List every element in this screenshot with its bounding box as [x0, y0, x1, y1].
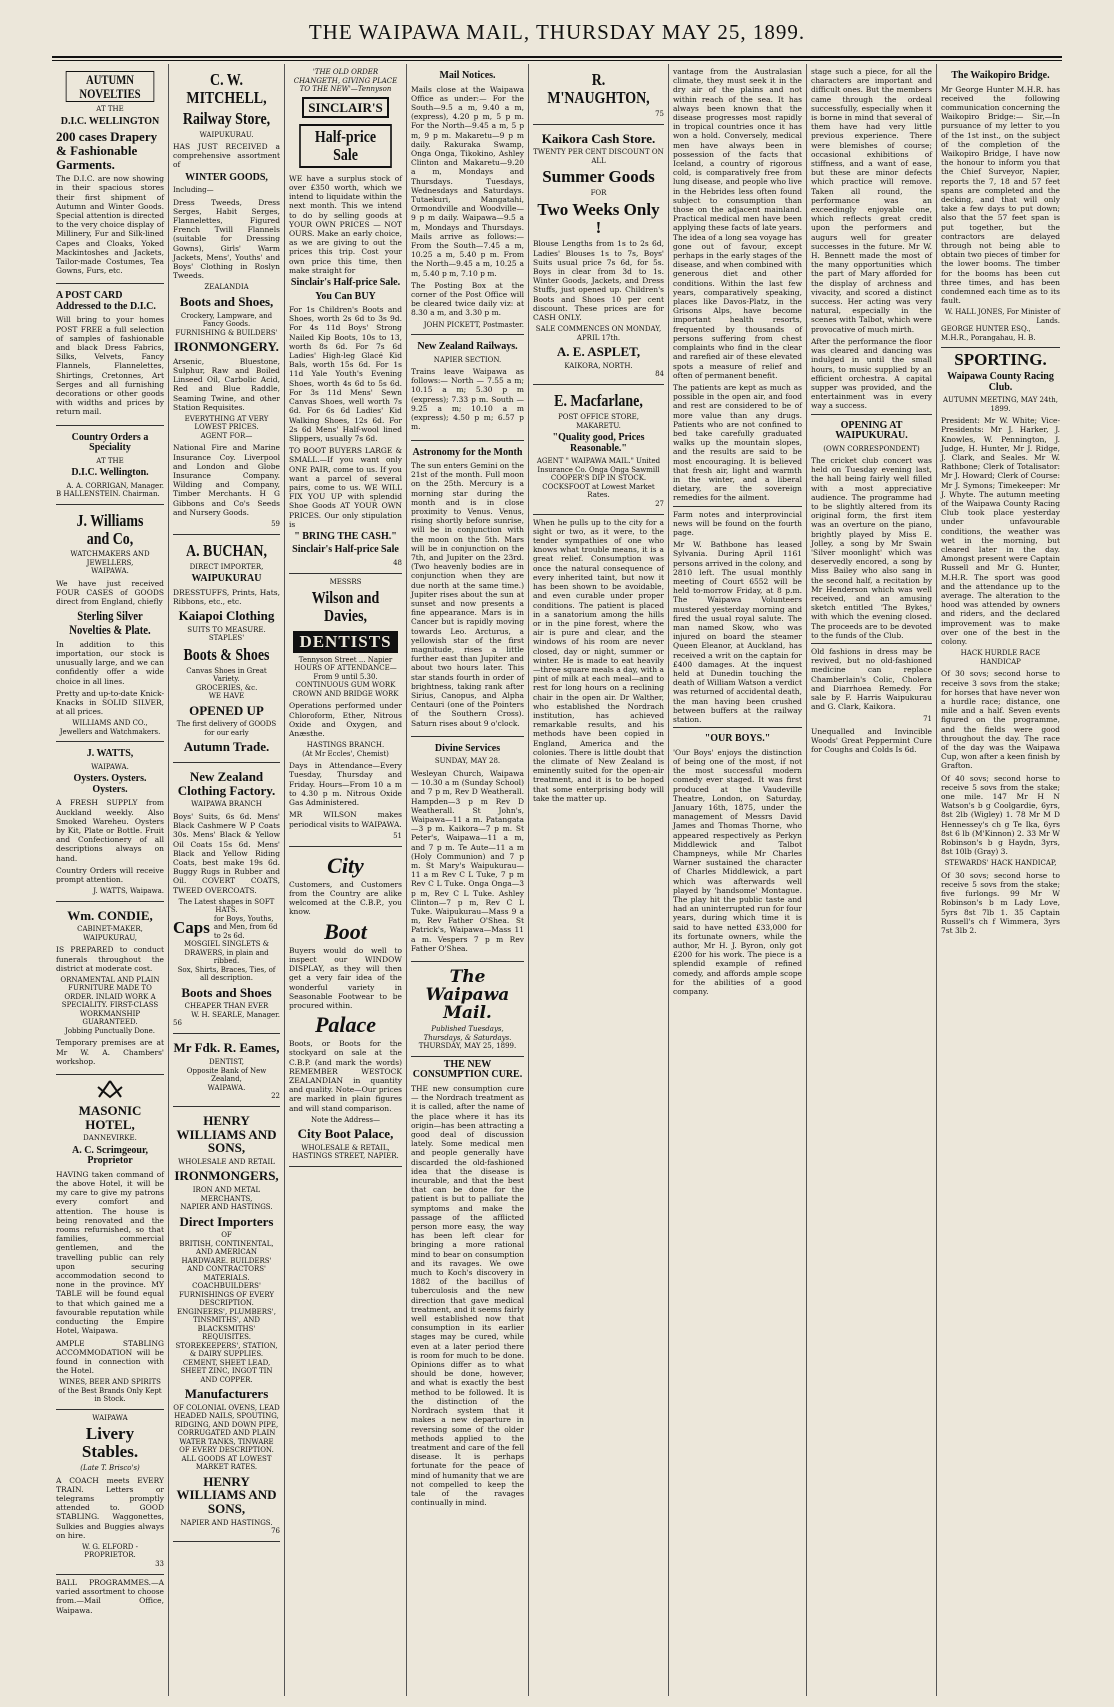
headline: SPORTING. [954, 350, 1047, 370]
headline: J. Williams and Co, [76, 510, 144, 548]
headline: Boots & Shoes [183, 644, 270, 664]
ad-livery-stables [56, 1410, 164, 1575]
body-text: Operations performed under Chloroform, Ether, Nitrous Oxide and Oxygen, and Anæsthe. [289, 701, 402, 739]
label: Tennyson Street ... Napier [298, 655, 393, 664]
body-text: A FRESH SUPPLY from Auckland weekly. Also Smoked Wareheu. Oysters by Kit, Plate or Bottle. Fruit and Confectionery of all descriptions always on hand. [56, 798, 164, 863]
ad-number: 75 [655, 109, 664, 118]
article-sporting [941, 351, 1060, 935]
label: DIRECT IMPORTER, [189, 562, 264, 571]
label: (Late T. Brisco's) [80, 1464, 140, 1472]
headline: A. BUCHAN, [186, 541, 267, 561]
headline: C. W. MITCHELL, [186, 70, 267, 107]
body-text: HAS JUST RECEIVED a comprehensive assortment of [173, 142, 280, 170]
headline: Direct Importers [179, 1213, 274, 1229]
label: OF [221, 1231, 232, 1240]
body-text: Arsenic, Bluestone, Sulphur, Raw and Boiled Linseed Oil, Carbolic Acid, Red and Blue Raddle, Seaming Twine, and other Station Requisites. [173, 356, 280, 412]
headline: Mr Fdk. R. Eames, [173, 1040, 280, 1056]
body-text: The D.I.C. are now showing in their spacious stores their first shipment of Autumn and Winter Goods. Special attention is directed to the very choice display of Millinery, Fur and Silk-lined Capes and Cloaks, Yoked Mackintoshes and Jackets, Tailor-made Costumes, Tea Gowns, Furs, etc. [56, 174, 164, 276]
headline: OPENED UP [189, 702, 264, 718]
headline: Livery Stables. [81, 1424, 139, 1462]
headline: Sinclair's Half-price Sale. [290, 277, 401, 289]
headline: Wm. CONDIE, [67, 907, 153, 923]
headline-boxed: Half-price Sale [299, 124, 392, 168]
headline: Divine Services [434, 742, 501, 754]
signature: JOHN PICKETT, Postmaster. [423, 320, 524, 329]
body-text: Mr George Hunter M.H.R. has received the following communication concerning the Waikopiro Bridge:— Sir,—In pursuance of my letter to you of the 1st inst., on the subject of the completion of the Waikopiro Bridge, I have now the honour to inform you that the Chief Surveyor, Napier, reports the 7, 18 and 57 feet spans are completed and the decking, and that will only take a few days to put down; also that the 57 feet span is put together, but the contractors are delayed through not being able to obtain two pieces of timber for the lower booms. The timber for the booms has been cut three times, and has been condemned each time as to its fault. [941, 84, 1060, 306]
headline: A. E. ASPLET, [556, 344, 641, 360]
ad-number: 76 [271, 1527, 280, 1536]
divine-services [411, 737, 524, 962]
headline-boxed: SINCLAIR'S [302, 97, 388, 119]
masthead-rule [52, 56, 1062, 58]
label: WAIPUKURAU. [199, 130, 254, 139]
body-text: WINES, BEER AND SPIRITS of the Best Brands Only Kept in Stock. [58, 1378, 162, 1404]
signature: B HALLENSTEIN. Chairman. [56, 490, 160, 499]
body-text: AGENT " WAIPAWA MAIL." United Insurance Co. Onga Onga Sawmill [536, 457, 661, 474]
body-text: ORNAMENTAL AND PLAIN FURNITURE MADE TO ORDER. INLAID WORK A SPECIALITY. FIRST-CLASS WORKMANSHIP GUARANTEED. [60, 975, 160, 1027]
body-text: National Fire and Marine Insurance Coy. Liverpool and London and Globe Insurance Company. Wilding and Company, Timber Merchants. H G Gibbons and Co's Seeds and Nursery Goods. [173, 443, 280, 517]
body-text: For 1s Children's Boots and Shoes, worth 2s 6d to 3s 9d. For 4s 11d Boys' Strong Nailed Kip Boots, 10s to 13, worth 8s 6d. For 7s 6d Ladies' High-leg Glacé Kid Bals, worth 15s 6d. For 1s 11d Yale Youth's Evening Shoes, worth 4s 6d to 5s 6d. For 3s 11d Mens' Sewn Canvas Shoes, well worth 7s 6d. For 6s 6d Ladies' Kid Walking Shoes, 12s 6d. For 2s 6d Mens' Half-wool lined Slippers, usually 7s 6d. [289, 305, 402, 443]
masthead-rule-thin [52, 60, 1062, 61]
label: (At Mr Eccles', Chemist) [302, 749, 389, 758]
ad-number: 33 [155, 1559, 164, 1568]
masthead-title: THE WAIPAWA MAIL, THURSDAY MAY 25, 1899. [308, 20, 806, 44]
body-text: Dress Tweeds, Dress Serges, Habit Serges, Flannelettes, Figured French Twill Flannels (suitable for Dressing Gowns), Girls' Warm Jackets, Mens', Youths' and Boys' Clothing in Roslyn Tweeds. [173, 197, 280, 281]
ad-nz-clothing-factory [173, 763, 280, 1034]
headline: Summer Goods [542, 167, 655, 187]
body-text: CONTINUOUS GUM WORK CROWN AND BRIDGE WORK [292, 681, 399, 698]
label: AT THE [96, 456, 124, 465]
body-text: Sox, Shirts, Braces, Ties, of all description. [177, 965, 276, 983]
headline: Two Weeks Only ! [537, 199, 660, 237]
headline: Kaikora Cash Store. [541, 130, 656, 146]
headline: D.I.C. WELLINGTON [60, 115, 160, 127]
body-text: Country Orders will receive prompt attention. [56, 865, 164, 884]
ad-number: 59 [271, 520, 280, 529]
column-5 [528, 64, 668, 1696]
ad-number: 56 [173, 1019, 182, 1028]
body-text: EVERYTHING AT VERY LOWEST PRICES. [184, 414, 269, 432]
headline: City [327, 852, 364, 878]
label: STEWARDS' HACK HANDICAP, [944, 859, 1057, 868]
body-text: Boys' Suits, 6s 6d. Mens' Black Cashmere W P Coats 30s. Mens' Black & Yellow Oil Coats 15s 6d. Mens' Black and Yellow Riding Coats, best make 19s 6d. Buggy Rugs in Rubber and Oil. COVERT COATS, TWEED OVERCOATS. [173, 811, 280, 895]
body-text: Of 40 sovs; second horse to receive 5 sovs from the stake; one mile. 147 Mr H N Watson's b g Coolgardie, 6yrs, 8st 2lb (Wigley) 1. 78 Mr M D Hennessey's ch g Te Ika, 6yrs 8st 6 lb (M'Kinnon) 2. 33 Mr W Robinson's b g Haydn, 3yrs, 8st 10lb (Gray) 3. [941, 773, 1060, 857]
headline: OPENING AT WAIPUKURAU. [835, 419, 908, 442]
label: WHOLESALE & RETAIL, [301, 1143, 390, 1152]
ad-williams-jewellers [56, 505, 164, 743]
body-text: MOSGIEL SINGLETS & DRAWERS, in plain and ribbed. [184, 940, 269, 966]
body-text: Jobbing Punctually Done. [65, 1026, 155, 1035]
body-text: Trains leave Waipawa as follows:— North — 7.55 a m; 10.15 a m; 5.30 p m (express); 7.33 p m. South — 9.25 a m; 10.10 a m (express); 4.50 p m; 6.57 p m. [411, 367, 524, 432]
body-text: Canvas Shoes in Great Variety. [186, 666, 267, 684]
headline: Autumn Trade. [183, 739, 270, 755]
article-waipukurau [811, 414, 932, 641]
article-consumption-cure-continued: When he pulls up to the city for a sight or two, as it were, to the tender sympathies of one who knows what trouble means, it is a great relief. Consumption was once the natural consequence of every inherited taint, but now it has been shown to be avoidable, and even curable under proper conditions. The patient is placed in a sanatorium among the hills or in the pine forest, where the air is pure and clear, and the windows of his room are never closed, day or night, summer or winter. He is made to eat heavily—three square meals a day, with a pint of milk at each meal—and to rest for long hours on a reclining chair in the open air. Dr Walther, who established the Nordrach institution, has achieved remarkable results, and his methods have been copied in England, America and the colonies. There is little doubt that the climate of New Zealand is eminently suited for the open-air treatment, and it is to be hoped that some enterprising body will take the matter up. [533, 517, 664, 803]
article-waikopiro-bridge [941, 64, 1060, 348]
ad-condie-cabinet [56, 902, 164, 1075]
ad-dic-autumn [56, 64, 164, 284]
body-text: HOURS OF ATTENDANCE— From 9 until 5.30. [294, 664, 397, 681]
headline: Manufacturers [184, 1386, 269, 1402]
ad-mnaughton [533, 64, 664, 125]
body-text: AMPLE STABLING ACCOMMODATION will be found in connection with the Hotel. [56, 1338, 164, 1376]
body-text: COCKSFOOT at Lowest Market Rates. [542, 482, 655, 500]
quote: 'THE OLD ORDER CHANGETH, GIVING PLACE TO THE NEW'—Tennyson [293, 68, 398, 93]
column-4 [406, 64, 528, 1696]
railways-notice [411, 335, 524, 440]
body-text: In addition to this importation, our stock is unusually large, and we can confidently offer a wide choice in all lines. [56, 639, 164, 686]
body-text: The first delivery of GOODS for our early [176, 720, 277, 737]
label: NAPIER AND HASTINGS. [180, 1203, 273, 1212]
masthead [0, 0, 1114, 58]
body-text: IS PREPARED to conduct funerals throughout the district at moderate cost. [56, 945, 164, 973]
body-text: WE have a surplus stock of over £350 worth, which we intend to liquidate within the next month. This we intend to do by selling goods at YOUR OWN PRICES — NOT OURS. Make an early choice, as we are giving to out the prices this trip. Cost your own price this time, then make straight for [289, 173, 402, 275]
ad-woods-peppermint: Unequalled and Invincible Woods' Great Peppermint Cure for Coughs and Colds Is 6d. [811, 726, 932, 754]
ad-number: 51 [393, 831, 402, 840]
label: Including— [173, 186, 214, 195]
label: WAIPAWA. [207, 1083, 246, 1092]
headline: IRONMONGERY. [174, 339, 279, 355]
body-text: HAVING taken command of the above Hotel, it will be my care to give my patrons every comfort and attention. The house is being renovated and the rooms refurnished, so that families, commercial gentlemen, and the travelling public can rely upon securing accommodation second to none in the province. MY TABLE will be found equal to that which gained me a favourable reputation while conducting the Empire Hotel, Waipawa. [56, 1169, 164, 1336]
ad-henry-williams [173, 1107, 280, 1542]
label: NAPIER AND HASTINGS. [180, 1518, 273, 1527]
signature: A. A. CORRIGAN, Manager. [66, 481, 164, 490]
article-our-boys-continued: stage such a piece, for all the characters are important and difficult ones. But the members came through the ordeal successfully, especially when it is borne in mind that several of them have had very little previous experience. There were blemishes of course; occasional exhibitions of stiffness, and a want of ease, but these are minor defects which practice will remove. Taken all round, the performance was an exceedingly enjoyable one, which reflects great credit upon the performers and augurs well for greater successes in the future. Mr W. H. Bennett made the most of the many opportunities which the part of Mary afforded for the display of archness and vivacity, and scored a distinct success. Her acting was very natural, especially in the scenes with Talbot, which were provocative of much mirth. [811, 67, 932, 334]
ad-wilson-davies [289, 574, 402, 847]
ad-masonic-hotel [56, 1075, 164, 1410]
label: WAIPAWA [92, 1413, 128, 1422]
farm-notes: Farm notes and interprovincial news will be found on the fourth page. [673, 506, 802, 538]
label: WATCHMAKERS AND JEWELLERS, [70, 550, 150, 567]
label: ZEALANDIA [204, 283, 249, 292]
label: CHEAPER THAN EVER [184, 1002, 269, 1011]
body-text: Pretty and up-to-date Knick-Knacks in SOLID SILVER, at all prices. [56, 688, 164, 717]
body-text: Days in Attendance—Every Tuesday, Thursday and Friday. Hours—From 10 a m to 4.30 p m. Nitrous Oxide Gas Administered. [289, 761, 402, 808]
column-3 [284, 64, 406, 1696]
body-text: ALL GOODS AT LOWEST MARKET RATES. [181, 1454, 272, 1472]
label: Note the Address— [311, 1115, 380, 1124]
headline: Palace [314, 1012, 377, 1038]
local-news: Mr W. Bathbone has leased Sylvania. During April 1161 persons arrived in the colony, and 2810 left. The usual monthly meeting of Court 6552 will be held to-morrow Friday, at 8 p.m. The Waipawa Volunteers mustered yesterday morning and fired the usual royal salute. The man named Skow, who was injured on board the steamer Queen Eleanor, at Auckland, has received a writ on the captain for £400 damages. At the inquest held at Dunedin touching the death of William Watson a verdict was returned of accidental death, the man having been crushed between buffers at the railway station. [673, 540, 803, 725]
label: HACK HURDLE RACE HANDICAP [960, 649, 1041, 666]
headline: Railway Store, [182, 108, 271, 128]
body-text: Temporary premises are at Mr W. A. Chambers' workshop. [56, 1038, 164, 1066]
ad-watts-oysters [56, 742, 164, 901]
headline: E. Macfarlane, [554, 391, 643, 411]
body-text: Customers, and Customers from the Country are alike welcomed at the C.B.P., you know. [289, 879, 402, 917]
label: Opposite Bank of New Zealand, [186, 1066, 267, 1083]
headline: J. WATTS, [86, 748, 134, 760]
article-consumption-continued: vantage from the Australasian climate, they must seek it in the dry air of the plains and not within reach of the sea. It has always been known that the disease progresses most rapidly in tropical countries once it has won a hold. Conversely, medical men have always been in possession of the facts that Iceland, a country of rigorous cold, is comparatively free from lung disease, and people who live in the Hebrides less often found subject to consumption than those on the adjacent mainland. Practical medical men have been applying these facts of late years. The idea of a long sea voyage has gone out of favour, except perhaps in the early stages of the disease, and when combined with generous diet and other conditions. Within the last few years, comparatively speaking, places like Davos-Platz, in the Grisons Alps, have become important health resorts, frequented by thousands of persons suffering from chest complaints who find in the clear and rarefied air of these elevated spots a measure of relief and often of permanent benefit. [673, 67, 802, 380]
ad-city-boot-palace [289, 847, 402, 1167]
label: STAPLES' [208, 634, 245, 643]
body-text: OF COLONIAL OVENS, LEAD HEADED NAILS, SPOUTING, RIDGING, AND DOWN PIPE, CORRUGATED AND PLAIN WATER TANKS, TINWARE OF EVERY DESCRIPTION. [173, 1403, 280, 1455]
headline: HENRY WILLIAMS AND SONS, [176, 1113, 277, 1156]
headline: "OUR BOYS." [704, 733, 771, 745]
body-text: SALE COMMENCES ON MONDAY, APRIL 17th. [535, 325, 662, 342]
article-consumption-continued: The patients are kept as much as possible in the open air, and food and rest are considered to be of more value than any drugs. Patients who are not confined to bed take carefully graduated walks up the mountain slopes, and the results are said to be most encouraging. It is believed that fresh air, light and warmth in the winter, and a liberal dietary, are the sovereign remedies for the ailment. [673, 382, 802, 503]
headline: D.I.C. Wellington. [71, 467, 149, 479]
headline: WINTER GOODS, [185, 171, 268, 183]
ad-chamberlain-remedy: Old fashions in dress may be revived, but no old-fashioned medicine can replace Chamberlain's Colic, Cholera and Diarrhoea Remedy. For sale by F. Harris Waipukurau and G. Clark, Kaikora. [811, 643, 932, 711]
body-text: GROCERIES, &c. [195, 683, 258, 692]
headline: City Boot Palace, [297, 1126, 394, 1142]
ad-macfarlane-store [533, 385, 664, 514]
headline: Astronomy for the Month [412, 446, 523, 458]
headline: Caps [173, 917, 210, 937]
column-1 [52, 64, 168, 1696]
body-text: 'Our Boys' enjoys the distinction of being one of the most, if not the most successful modern comedy ever staged. It was first produced at the Vaudeville Theatre, London, on Saturday, January 16th, 1875, under the management of Messrs David James and Thomas Thorne, who appeared respectively as Perkyn Middlewick and Talbot Champneys, while Mr Charles Warner sustained the character of Charles Middlewick, a part which was afterwards well played by 'handsome' Montague. The play hit the public taste and had an uninterrupted run for four years, during which time it is said to have netted £33,000 for its fortunate owners, while the author, Mr H. J. Byron, only got £200 for his work. The piece is a splendid example of refined comedy, and affords ample scope for the abilities of a good company. [673, 747, 802, 996]
headline: Mail Notices. [439, 70, 496, 81]
label: SUNDAY, MAY 28. [434, 757, 501, 766]
signature: J. WATTS, Waipawa. [93, 887, 164, 896]
body-text: Of 30 sovs; second horse to receive 5 sovs from the stake; five furlongs. 99 Mr W Robinson's b m Lady Love, 5yrs 8st 7lb 1. 35 Captain Russell's ch f Wimmera, 3yrs 7st 3lb 2. [941, 870, 1060, 936]
body-text: We have just received FOUR CASES of GOODS direct from England, chiefly [56, 578, 164, 607]
body-text: Will bring to your homes POST FREE a full selection of samples of fashionable and black Dress Fabrics, Silks, Velvets, Fancy Flannels, Flannelettes, Shirtings, Cretonnes, Art Serges and all furnishing decorations or other goods with widths and prices by return mail. [56, 315, 164, 417]
body-text: Blouse Lengths from 1s to 2s 6d, Ladies' Blouses 1s to 7s, Boys' Suits usual price 7s 6d, for 5s. Boys in clear from 3d to 1s. Winter Goods, Jackets, and Dress Stuffs, just opened up. Children's Boots and Shoes 10 per cent discount. These prices are for CASH ONLY. [533, 239, 664, 322]
ad-dic-country [56, 426, 164, 505]
label: WE HAVE [208, 692, 245, 701]
issue-date: THURSDAY, MAY 25, 1899. [418, 1042, 517, 1051]
ad-number: 22 [271, 1092, 280, 1100]
body-text: Boots, or Boots for the stockyard on sale at the C.B.P. (and mark the words) REMEMBER WESTOCK ZEALANDIAN in quantity and quality. Note—Our prices are marked in plain figures and will stand comparison. [289, 1039, 402, 1113]
body-text: THE new consumption cure — the Nordrach treatment as it is called, after the name of the place where it has its origin—has been attracting a good deal of discussion lately. Some medical men and people generally have discarded the old-fashioned idea that the disease is incurable, and that the best that can be done for the patient is but to palliate the symptoms and make the passage of the afflicted person more easy, the way has been left clear for bringing a more rational mind to bear on consumption and its ravages. We owe much to Koch's discovery in 1882 of the bacillus of tuberculosis and the new direction that gave medical treatment, and it seems fairly well established now that consumption in its earlier stages may be cured, while even at a later period there is room for much to be done. Opinions differ as to what should be done, however, and what is exactly the best method to be followed. It is the distinction of the Nordrach system that it makes a new departure in reversing some of the older methods applied to the treatment and care of the fell disease. It is perhaps fortunate for the peace of mind of humanity that we are not compelled to keep the tale of the ravages continually in mind. [411, 1083, 524, 1508]
astronomy-column [411, 441, 524, 737]
label: HASTINGS STREET, NAPIER. [292, 1152, 399, 1161]
article-our-boys [673, 727, 802, 996]
masonic-emblem-icon [56, 1079, 164, 1101]
body-text: A COACH meets EVERY TRAIN. Letters or telegrams promptly attended to. GOOD STABLING. Waggonettes, Sulkies and Buggies always on hire. [56, 1475, 164, 1540]
headline: R. M'NAUGHTON, [547, 70, 650, 107]
label: SUITS TO MEASURE. [187, 625, 266, 634]
label: WHOLESALE AND RETAIL [178, 1157, 275, 1166]
headline: Oysters. Oysters. Oysters. [73, 773, 147, 795]
label: WAIPAWA. [91, 567, 129, 576]
headline: Waipawa County Racing Club. [947, 371, 1054, 393]
body-text: The cricket club concert was held on Tuesday evening last, the hall being fairly well filled with a most appreciative audience. The programme had to be slightly altered from its original form, the first item was an overture on the piano, brightly played by Miss E. Jolley, a song by Mr Swain 'Silver moonlight' which was deservedly encored, a song by Miss Bailey who also sang in the second half, a recitation by Mr Henderson which was well received, and an amusing sketch entitled 'The Bykes,' with which the evening closed. The proceeds are to be devoted to the funds of the Club. [811, 456, 932, 640]
caps-row [173, 915, 280, 941]
label: CABINET-MAKER, WAIPUKURAU, [77, 925, 143, 942]
column-8 [936, 64, 1064, 1696]
label: MAKARETU. [576, 421, 621, 430]
headline: AUTUMN NOVELTIES [66, 71, 155, 102]
label: NAPIER SECTION. [433, 355, 502, 364]
headline: A. C. Scrimgeour, Proprietor [71, 1144, 148, 1167]
ad-ball-programmes: BALL PROGRAMMES.—A varied assortment to choose from.—Mail Office, Waipawa. [56, 1577, 164, 1615]
body-text: BRITISH, CONTINENTAL, AND AMERICAN HARDWARE. BUILDERS' AND CONTRACTORS' MATERIALS. COACHBUILDERS' FURNISHINGS OF EVERY DESCRIPTION. ENGINEERS', PLUMBERS', TINSMITHS', AND BLACKSMITHS' REQUISITES. STOREKEEPERS', STATION, & DAIRY SUPPLIES. CEMENT, SHEET LEAD, SHEET ZINC, INGOT TIN AND COPPER. [175, 1239, 278, 1384]
headline: Boot [324, 918, 367, 944]
label: DANNEVIRKE. [83, 1134, 137, 1143]
body-text: COOPER'S DIP IN STOCK. [550, 474, 647, 483]
logo-subtitle: Published Tuesdays, Thursdays, & Saturdays. [423, 1025, 512, 1042]
body-text: Wesleyan Church, Waipawa — 10.30 a m (Sunday School) and 7 p m, Rev D Weatherall. Hampden—3 p m Rev D Weatherall. St John's, Waipawa—11 a m. Patangata—3 p m. Kaikora—7 p m. St Peter's, Waipawa—11 a m, and 7 p m. Te Aute—11 a m (Holy Communion) and 7 p m. St Mary's Waipukurau—11 a m Rev C L Tuke, 7 p m Rev C L Tuke. Onga Onga—3 p m, Rev C L Tuke. Ashley Clinton—7 p m, Rev C L Tuke. Waipukurau—Mass 9 a m, Rev Father O'Shea. St Patrick's, Waipawa—Mass 11 a m. Vespers 7 p m Rev Father O'Shea. [411, 768, 524, 953]
headline: MASONIC HOTEL, [78, 1103, 142, 1132]
body-text: The Posting Box at the corner of the Post Office will be cleared twice daily viz: at 8.30 a m, and 3.30 p m. [411, 280, 524, 318]
ad-number: 27 [655, 499, 664, 508]
body-text: Buyers would do well to inspect our WINDOW DISPLAY, as they will then get a very fair idea of the wonderful variety in Seasonable Footwear to be procured within. [289, 945, 402, 1010]
label: AUTUMN MEETING, MAY 24th, 1899. [942, 396, 1059, 413]
logo-title: The Waipawa Mail. [425, 966, 510, 1023]
label: POST OFFICE STORE, [558, 413, 639, 422]
headline: Boots and Shoes, [179, 293, 274, 309]
body-text: Mails close at the Waipawa Office as under:— For the South—9.5 a m, 9.40 a m, (express), 4.20 p m, 5 p m. For the North—9.45 a m, 5 p m, 9 p m. Makaretu—9 p m daily. Rakuraka Swamp, Onga Onga, Tikokino, Ashley Clinton and Makaretu—9.20 a m, Mondays and Thursdays. Tuesdays, Wednesdays and Saturdays. Tutaekuri, Mangatahi, Ormondville and Woodville—9 p m daily. Waipawa—9.5 a m, Mondays and Thursdays. Mails arrive as follows:— From the South—7.45 a m, 10.25 a m, 5.40 p m. From the North—9.45 a m, 10.25 a m, 5.40 p m, 7.10 p m. [411, 84, 524, 278]
headline-inverted: DENTISTS [293, 631, 397, 653]
headline: Sinclair's Half-price Sale [292, 544, 399, 556]
ad-buchan-importer [173, 535, 280, 763]
article-our-boys-continued: After the performance the floor was cleared and dancing was indulged in until the small hours, to music supplied by an efficient orchestra. A capital supper was provided, and the entertainment was in every way a success. [811, 336, 932, 411]
headline: Boots and Shoes [181, 984, 272, 1000]
signature: W. HALL JONES, For Minister of Lands. [944, 308, 1060, 325]
ad-dic-postcard [56, 284, 164, 425]
headline: Kaiapoi Clothing [178, 608, 275, 624]
headline: HENRY WILLIAMS AND SONS, [176, 1473, 277, 1517]
body-text: MR WILSON makes periodical visits to WAIPAWA. [289, 810, 402, 829]
headline: "Quality good, Prices Reasonable." [552, 432, 645, 454]
column-6 [668, 64, 806, 1696]
columns [52, 64, 1064, 1696]
headline: IRONMONGERS, [174, 1168, 279, 1184]
label: FOR [590, 189, 607, 198]
headline: You Can BUY [315, 290, 376, 302]
body-text: Crockery, Lampware, and Fancy Goods. [180, 311, 273, 329]
body-text: TO BOOT BUYERS LARGE & SMALL.—If you want only ONE PAIR, come to us. If you want a parcel of several pairs, come to us. WE WILL FIX YOU UP with splendid Shoe Goods AT YOUR OWN PRICES. Our only stipulation is [289, 446, 402, 529]
label: FURNISHING & BUILDERS' [175, 328, 278, 337]
label: AT THE [96, 105, 124, 114]
ad-sinclair-sale [289, 64, 402, 574]
label: AGENT FOR— [200, 431, 253, 440]
headline: 200 cases Drapery & Fashionable Garments. [56, 129, 158, 172]
headline: New Zealand Clothing Factory. [177, 769, 276, 798]
signature: W. H. SEARLE, Manager. [191, 1010, 280, 1019]
label: KAIKORA, NORTH. [564, 361, 633, 370]
label: IRON AND METAL MERCHANTS, [192, 1186, 261, 1203]
label: (OWN CORRESPONDENT) [823, 444, 920, 453]
label: TWENTY PER CENT DISCOUNT ON ALL [533, 148, 664, 165]
ad-number: 71 [923, 714, 932, 723]
paper-logo [411, 962, 524, 1057]
mail-notices [411, 64, 524, 335]
label: HASTINGS BRANCH. [306, 741, 385, 750]
signature: WILLIAMS AND CO., Jewellers and Watchmakers. [59, 719, 161, 736]
ad-eames-dentist [173, 1034, 280, 1107]
body-text: The sun enters Gemini on the 21st of the month. Full moon on the 25th. Mercury is a morning star during the month and is in close proximity to Venus. Venus, rising shortly before sunrise, will be in conjunction with the moon on the 5th. Mars will be in conjunction on the 7th, and Jupiter on the 23rd. (Two heavenly bodies are in conjunction when they are due north at the same time.) Jupiter rises about the sun at sunset and now presents a fine appearance. Mars is in Cancer but is rapidly moving towards Leo. Arcturus, a yellowish star of the first magnitude, rises a little further east than Jupiter and about two hours later. This star stands fourth in order of brightness, taking rank after Sirius, Canopus, and Alpha Centauri (one of the Pointers of the Southern Cross). Saturn rises about 9 o'clock. [411, 461, 524, 728]
headline: Country Orders a Speciality [71, 431, 149, 454]
article-consumption-cure [411, 1060, 524, 1507]
headline: Sterling Silver Novelties & Plate. [69, 608, 151, 638]
label: WAIPUKURAU [191, 573, 262, 585]
headline: New Zealand Railways. [417, 341, 518, 353]
label: DENTIST, [209, 1058, 244, 1066]
signature: W. G. ELFORD - PROPRIETOR. [81, 1542, 139, 1560]
headline: A POST CARD Addressed to the D.I.C. [56, 290, 156, 312]
ad-number: 48 [393, 558, 402, 567]
column-7 [806, 64, 936, 1696]
label: WAIPAWA BRANCH [191, 800, 262, 809]
body-text: for Boys, Youths, and Men, from 6d to 2s 6d. [213, 914, 278, 940]
label: WAIPAWA. [91, 762, 129, 771]
body-text: President: Mr W. White; Vice-Presidents: Mr J. Harker, J. Knowles, W. Pennington, J. Judge, H. Hunter, Mr J. Ridge, J. Clark, and Seales. Mr W. Rathbone; Clerk of Totalisator: Mr J. Howard; Clerk of Course: Mr J. Symons; Timekeeper: Mr J. Whyte. The autumn meeting of the Waipawa County Racing Club took place yesterday under unfavourable conditions, the weather was wet in the morning, but cleared later in the day. Amongst present were Captain Russell and Mr G. Hunter, M.H.R. The sport was good and the attendance up to the average. The alteration to the hood was attended by owners and riders, and the declared improvement was to make over one of the best in the colony. [941, 416, 1060, 647]
body-text: The Latest shapes in SOFT HATS. [178, 897, 275, 915]
signature: GEORGE HUNTER ESQ., M.H.R., Porangahau, H. B. [941, 325, 1036, 342]
headline: The Waikopiro Bridge. [951, 70, 1050, 81]
column-2 [168, 64, 284, 1696]
ad-kaikora-cash-store [533, 125, 664, 386]
body-text: DRESSTUFFS, Prints, Hats, Ribbons, etc., etc. [173, 587, 280, 607]
headline: THE NEW CONSUMPTION CURE. [412, 1058, 523, 1081]
ad-mitchell-railway-store [173, 64, 280, 535]
headline: Wilson and Davies, [311, 588, 380, 626]
headline: " BRING THE CASH." [294, 530, 397, 542]
body-text: Of 30 sovs; second horse to receive 3 sovs from the stake; for horses that have never won a hurdle race; distance, one mile and a half. Seven events figured on the programme, and the fields were good throughout the day. The race of the day was the Waipawa Cup, won after a keen finish by Grafton. [941, 669, 1060, 771]
ad-number: 84 [655, 370, 664, 379]
label: MESSRS [329, 577, 362, 586]
